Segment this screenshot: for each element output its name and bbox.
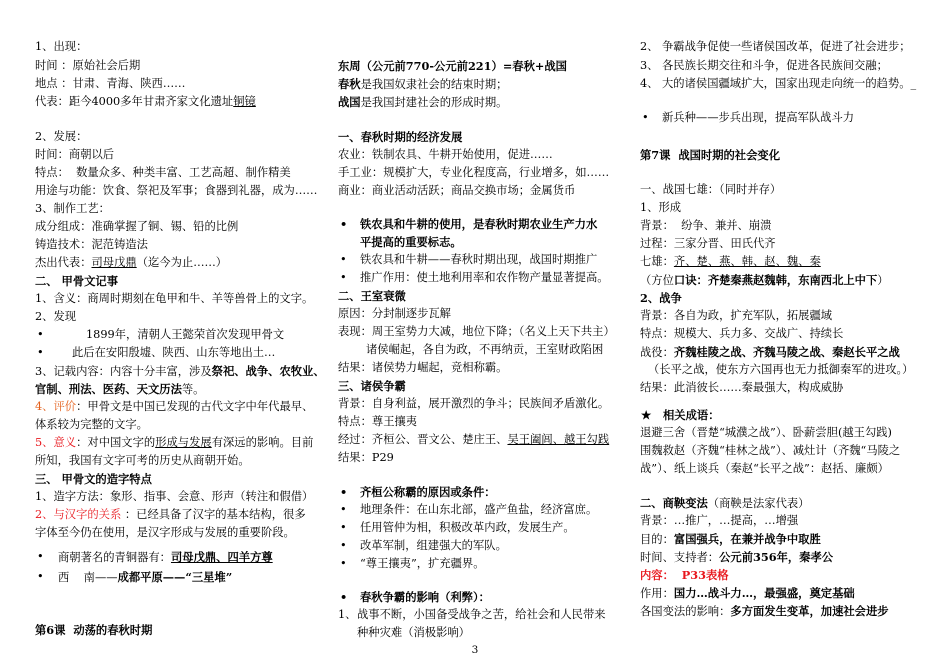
- oracle-evaluation-line-2: 体系较为完整的文字。: [35, 418, 148, 431]
- hegemony-impact-heading: [338, 588, 490, 606]
- reform-time-supporter: [640, 548, 833, 566]
- war-result: 结果：此消彼长……秦最强大，构成威胁: [640, 381, 844, 394]
- idioms-heading-text: 相关成语：: [663, 408, 720, 422]
- war-battles: [640, 343, 900, 361]
- bullet-icon: [340, 537, 347, 555]
- oracle-significance-line-2: 所知，我国有文字可考的历史从商朝开始。: [35, 454, 250, 467]
- battles-list: 齐魏桂陵之战、齐魏马陵之战、秦赵长平之战: [673, 345, 900, 359]
- duke-huan-geography-text: 地理条件：在山东北部，盛产鱼盐，经济富庶。: [360, 503, 598, 516]
- seven-powers-names: 齐、楚、燕、韩、赵、魏、秦: [673, 255, 821, 268]
- war-features: 特点：规模大、兵力多、交战广、持续长: [640, 327, 844, 340]
- shang-bronze-text: 商朝著名的青铜器有：: [58, 551, 171, 564]
- development-heading: 2、发展：: [35, 130, 88, 143]
- hegemony-result: 结果：P29: [338, 451, 394, 464]
- lesson-6-title: 第6课 动荡的春秋时期: [35, 623, 153, 637]
- oracle-content-text: 3、记载内容：内容十分丰富，涉及: [35, 365, 212, 378]
- formation-process: 过程：三家分晋、田氏代齐: [640, 237, 776, 250]
- reforms-impact-label: 各国变法的影响：: [640, 605, 731, 618]
- craft-casting: 铸造技术：泥范铸造法: [35, 238, 148, 251]
- relation-to-hanzi-line-1: [35, 506, 306, 524]
- royal-decline-manifestation: 表现：周王室势力大减，地位下降；（名义上天下共主）: [338, 325, 615, 338]
- masterpiece-label: 杰出代表：: [35, 256, 92, 269]
- idioms-heading: [640, 406, 720, 424]
- economy-agriculture: 农业：铁制农具、牛耕开始使用，促进……: [338, 148, 553, 161]
- bullet-icon: [340, 215, 347, 233]
- oracle-content-topics-2: 官制、刑法、医药、天文历法: [35, 382, 182, 396]
- bullet-icon: [37, 344, 44, 362]
- discovery-item-1899: [35, 326, 284, 344]
- discovery-1899-text: 1899年，清朝人王懿荣首次发现甲骨文: [86, 328, 285, 341]
- changping-note: （长平之战，使东方六国再也无力抵御秦军的进攻。）: [648, 363, 914, 376]
- duke-huan-military: [338, 537, 507, 555]
- appearance-heading: 1、出现：: [35, 40, 88, 53]
- war-background: 背景：各自为政，扩充军队，拓展疆域: [640, 309, 833, 322]
- southwest-sanxingdui-note: [35, 568, 232, 586]
- reforms-impact-text: 多方面发生变革，加速社会进步: [730, 604, 889, 618]
- hegemony-impact-2-text: 争霸战争促使一些诸侯国改革，促进了社会进步；: [662, 40, 911, 53]
- promotion-effect-text: 推广作用：使土地利用率和农作物产量显著提高。: [360, 271, 609, 284]
- royal-decline-result: 结果：诸侯势力崛起，竞相称霸。: [338, 361, 508, 374]
- mnemonic-label: 口诀：: [673, 273, 708, 287]
- war-subheading: 2、战争: [640, 291, 682, 305]
- shang-yang-heading: [640, 494, 809, 512]
- oracle-content-end: 等。: [181, 383, 205, 396]
- significance-label: 5、意义: [35, 436, 77, 449]
- oracle-evaluation-line-1: [35, 398, 313, 416]
- formation-development-text: 形成与发展: [155, 436, 212, 449]
- reforms-impact: [640, 602, 889, 620]
- appearance-location: 地点 ：甘肃、青海、陕西……: [35, 77, 186, 90]
- bullet-icon: [37, 548, 44, 566]
- oracle-content-topics-1: 祭祀、战争、农牧业、: [211, 364, 325, 378]
- craft-composition: 成分组成：准确掌握了铜、锡、铅的比例: [35, 220, 239, 233]
- duke-huan-heading: [338, 483, 496, 501]
- craft-masterpiece: [35, 254, 227, 272]
- bullet-icon: [37, 326, 44, 344]
- relation-label: 2、与汉字的关系: [35, 508, 122, 521]
- hegemony-impact-heading-text: 春秋争霸的影响（利弊）：: [360, 590, 490, 604]
- iron-ox-significance-line-1: [338, 215, 597, 233]
- warring-states-label: 战国: [338, 95, 361, 109]
- effect-label: 作用：: [640, 587, 674, 600]
- bullet-icon: [340, 519, 347, 537]
- battles-label: 战役：: [640, 346, 674, 359]
- duke-huan-geography: [338, 501, 597, 519]
- iron-ox-timeline-text: 铁农具和牛耕——春秋时期出现，战国时期推广: [360, 253, 598, 266]
- iron-ox-significance-text: 铁农具和牛耕的使用，是春秋时期农业生产力水: [360, 217, 598, 231]
- bullet-icon: [340, 251, 347, 269]
- bullet-icon: [37, 568, 44, 586]
- right-column: [640, 0, 940, 672]
- oracle-content-line-1: [35, 362, 325, 380]
- economy-heading: 一、春秋时期的经济发展: [338, 130, 463, 144]
- bullet-icon: [340, 501, 347, 519]
- hegemony-background: 背景：自身利益，展开激烈的争斗；民族间矛盾激化。: [338, 397, 610, 410]
- hegemony-impact-1-text: 战事不断，小国备受战争之苦，给社会和人民带来: [357, 608, 606, 621]
- mnemonic-text: 齐楚秦燕赵魏韩，东南西北上中下: [707, 273, 878, 287]
- time-supporter-text: 公元前356年，秦孝公: [719, 550, 834, 564]
- appearance-time: 时间 ：原始社会后期: [35, 59, 141, 72]
- discovery-item-later: [35, 344, 275, 362]
- spring-autumn-definition: [338, 75, 507, 93]
- impact-number: 4、: [640, 77, 659, 90]
- shang-yang-title: 二、商鞅变法: [640, 496, 708, 510]
- hegemony-feature: 特点：尊王攘夷: [338, 415, 418, 428]
- time-supporter-label: 时间、支持者：: [640, 551, 720, 564]
- hegemony-impact-4: [640, 75, 916, 93]
- page-number: 3: [471, 644, 479, 656]
- duke-huan-guan-zhong: [338, 519, 575, 537]
- eastern-zhou-heading: 东周（公元前770-公元前221）=春秋+战国: [338, 59, 567, 73]
- reform-background: 背景：…推广，…提高，…增强: [640, 514, 799, 527]
- spring-autumn-label: 春秋: [338, 77, 361, 91]
- hegemony-impact-3: [640, 57, 888, 75]
- royal-decline-cause: 原因：分封制逐步瓦解: [338, 307, 451, 320]
- hegemony-course-text: 经过：齐桓公、晋文公、楚庄王、: [338, 433, 508, 446]
- purpose-label: 目的：: [640, 533, 674, 546]
- royal-decline-manifestation-2: 诸侯崛起，各自为政，不再纳贡，王室财政陷困: [366, 343, 604, 356]
- bronze-mirror-text: 铜镜: [233, 95, 256, 108]
- sanxingdui-text: 成都平原——“三星堆”: [117, 570, 233, 584]
- appearance-representative: [35, 93, 256, 111]
- shang-yang-note: （商鞅是法家代表）: [707, 497, 810, 510]
- idioms-line-3: 战”）、纸上谈兵（秦赵“长平之战”：赵括、廉颇）: [640, 462, 889, 475]
- southwest-text: 西 南——: [58, 571, 118, 584]
- middle-column: [338, 0, 634, 672]
- bullet-icon: [340, 555, 347, 573]
- iron-ox-timeline: [338, 251, 597, 269]
- evaluation-label: 4、评价: [35, 400, 77, 413]
- development-time: 时间：商朝以后: [35, 148, 115, 161]
- development-usage: 用途与功能：饮食、祭祀及军事；食器到礼器，成为……: [35, 184, 318, 197]
- oracle-content-line-2: [35, 380, 204, 398]
- effect-text: 国力…战斗力…，最强盛，奠定基础: [673, 586, 855, 600]
- royal-decline-heading: 二、王室衰微: [338, 289, 406, 303]
- purpose-text: 富国强兵，在兼并战争中取胜: [673, 532, 821, 546]
- evaluation-text: ：甲骨文是中国已发现的古代文字中年代最早、: [76, 400, 314, 413]
- famous-bronzes-text: 司母戊鼎、四羊方尊: [170, 550, 273, 564]
- duke-huan-slogan-text: “尊王攘夷”，扩充疆界。: [360, 557, 485, 570]
- impact-number: 1、: [338, 608, 357, 621]
- economy-handicraft: 手工业：规模扩大，专业化程度高，行业增多，如……: [338, 166, 610, 179]
- mnemonic-open: （方位: [640, 274, 674, 287]
- bullet-icon: [642, 109, 649, 127]
- seven-powers-list: [640, 253, 821, 271]
- shang-bronze-note: [35, 548, 273, 566]
- reform-content: 内容： P33表格: [640, 568, 729, 582]
- relation-text: ：已经具备了汉字的基本结构，很多: [121, 508, 306, 521]
- hegemony-impact-2: [640, 38, 911, 56]
- left-column: [35, 0, 327, 672]
- duke-huan-slogan: [338, 555, 485, 573]
- infantry-note-text: 新兵种——步兵出现，提高军队战斗力: [662, 111, 855, 124]
- representative-text: 代表：距今4000多年甘肃齐家文化遗址: [35, 95, 234, 108]
- oracle-bone-meaning: 1、含义：商周时期刻在龟甲和牛、羊等兽骨上的文字。: [35, 292, 314, 305]
- idioms-line-1: 退避三舍（晋楚“城濮之战”）、卧薪尝胆(越王勾践): [640, 426, 892, 439]
- seven-powers-label: 七雄：: [640, 255, 674, 268]
- idioms-line-2: 围魏救赵（齐魏“桂林之战”）、减灶计（齐魏“马陵之: [640, 444, 901, 457]
- hegemony-course: [338, 431, 609, 449]
- wu-yue-kings-text: 吴王阖闾、越王勾践: [507, 433, 610, 446]
- significance-text-end: 有深远的影响。目前: [211, 436, 314, 449]
- development-features: 特点： 数量众多、种类丰富、工艺高超、制作精美: [35, 166, 291, 179]
- masterpiece-note: （迄今为止……）: [136, 256, 228, 269]
- oracle-discovery-heading: 2、发现: [35, 310, 77, 323]
- position-mnemonic: [640, 271, 889, 289]
- duke-huan-guan-zhong-text: 任用管仲为相，积极改革内政，发展生产。: [360, 521, 575, 534]
- hegemony-heading: 三、诸侯争霸: [338, 379, 406, 393]
- spring-autumn-text: 是我国奴隶社会的结束时期；: [360, 78, 508, 91]
- hegemony-impact-1: [338, 606, 606, 624]
- economy-commerce: 商业：商业活动活跃；商品交换市场；金属货币: [338, 184, 576, 197]
- bullet-icon: [340, 588, 347, 606]
- bullet-icon: [340, 269, 347, 287]
- iron-ox-significance-line-2: 平提高的重要标志。: [360, 235, 462, 249]
- bullet-icon: [340, 483, 347, 501]
- warring-states-definition: [338, 93, 507, 111]
- oracle-bone-heading: 二、 甲骨文记事: [35, 274, 119, 288]
- impact-number: 2、: [640, 40, 659, 53]
- formation-background: 背景： 纷争、兼并、崩溃: [640, 219, 772, 232]
- reform-purpose: [640, 530, 821, 548]
- hegemony-impact-1-cont: 种种灾难（消极影响）: [357, 626, 470, 639]
- seven-powers-heading: 一、战国七雄：（同时并存）: [640, 183, 782, 196]
- hegemony-impact-4-text: 大的诸侯国疆域扩大，国家出现走向统一的趋势。_: [662, 77, 917, 90]
- formation-methods: 1、造字方法：象形、指事、会意、形声（转注和假借）: [35, 490, 314, 503]
- mnemonic-close: ）: [877, 274, 889, 287]
- warring-states-text: 是我国封建社会的形成时期。: [360, 96, 508, 109]
- promotion-effect: [338, 269, 609, 287]
- duke-huan-heading-text: 齐桓公称霸的原因或条件：: [360, 485, 496, 499]
- craft-heading: 3、制作工艺：: [35, 202, 110, 215]
- oracle-significance-line-1: [35, 434, 313, 452]
- reform-effect: [640, 584, 855, 602]
- simuwu-ding-text: 司母戊鼎: [91, 256, 137, 269]
- relation-to-hanzi-line-2: 字体至今仍在使用，是汉字形成与发展的重要阶段。: [35, 526, 295, 539]
- formation-subheading: 1、形成: [640, 201, 682, 214]
- significance-text: ：对中国文字的: [76, 436, 156, 449]
- star-icon: [641, 406, 651, 424]
- discovery-later-text: 此后在安阳殷墟、陕西、山东等地出土…: [72, 346, 276, 359]
- lesson-7-title: 第7课 战国时期的社会变化: [640, 148, 780, 162]
- impact-number: 3、: [640, 59, 659, 72]
- hegemony-impact-3-text: 各民族长期交往和斗争，促进各民族间交融；: [662, 59, 888, 72]
- character-formation-heading: 三、 甲骨文的造字特点: [35, 472, 152, 486]
- infantry-note: [640, 109, 854, 127]
- duke-huan-military-text: 改革军制，组建强大的军队。: [360, 539, 507, 552]
